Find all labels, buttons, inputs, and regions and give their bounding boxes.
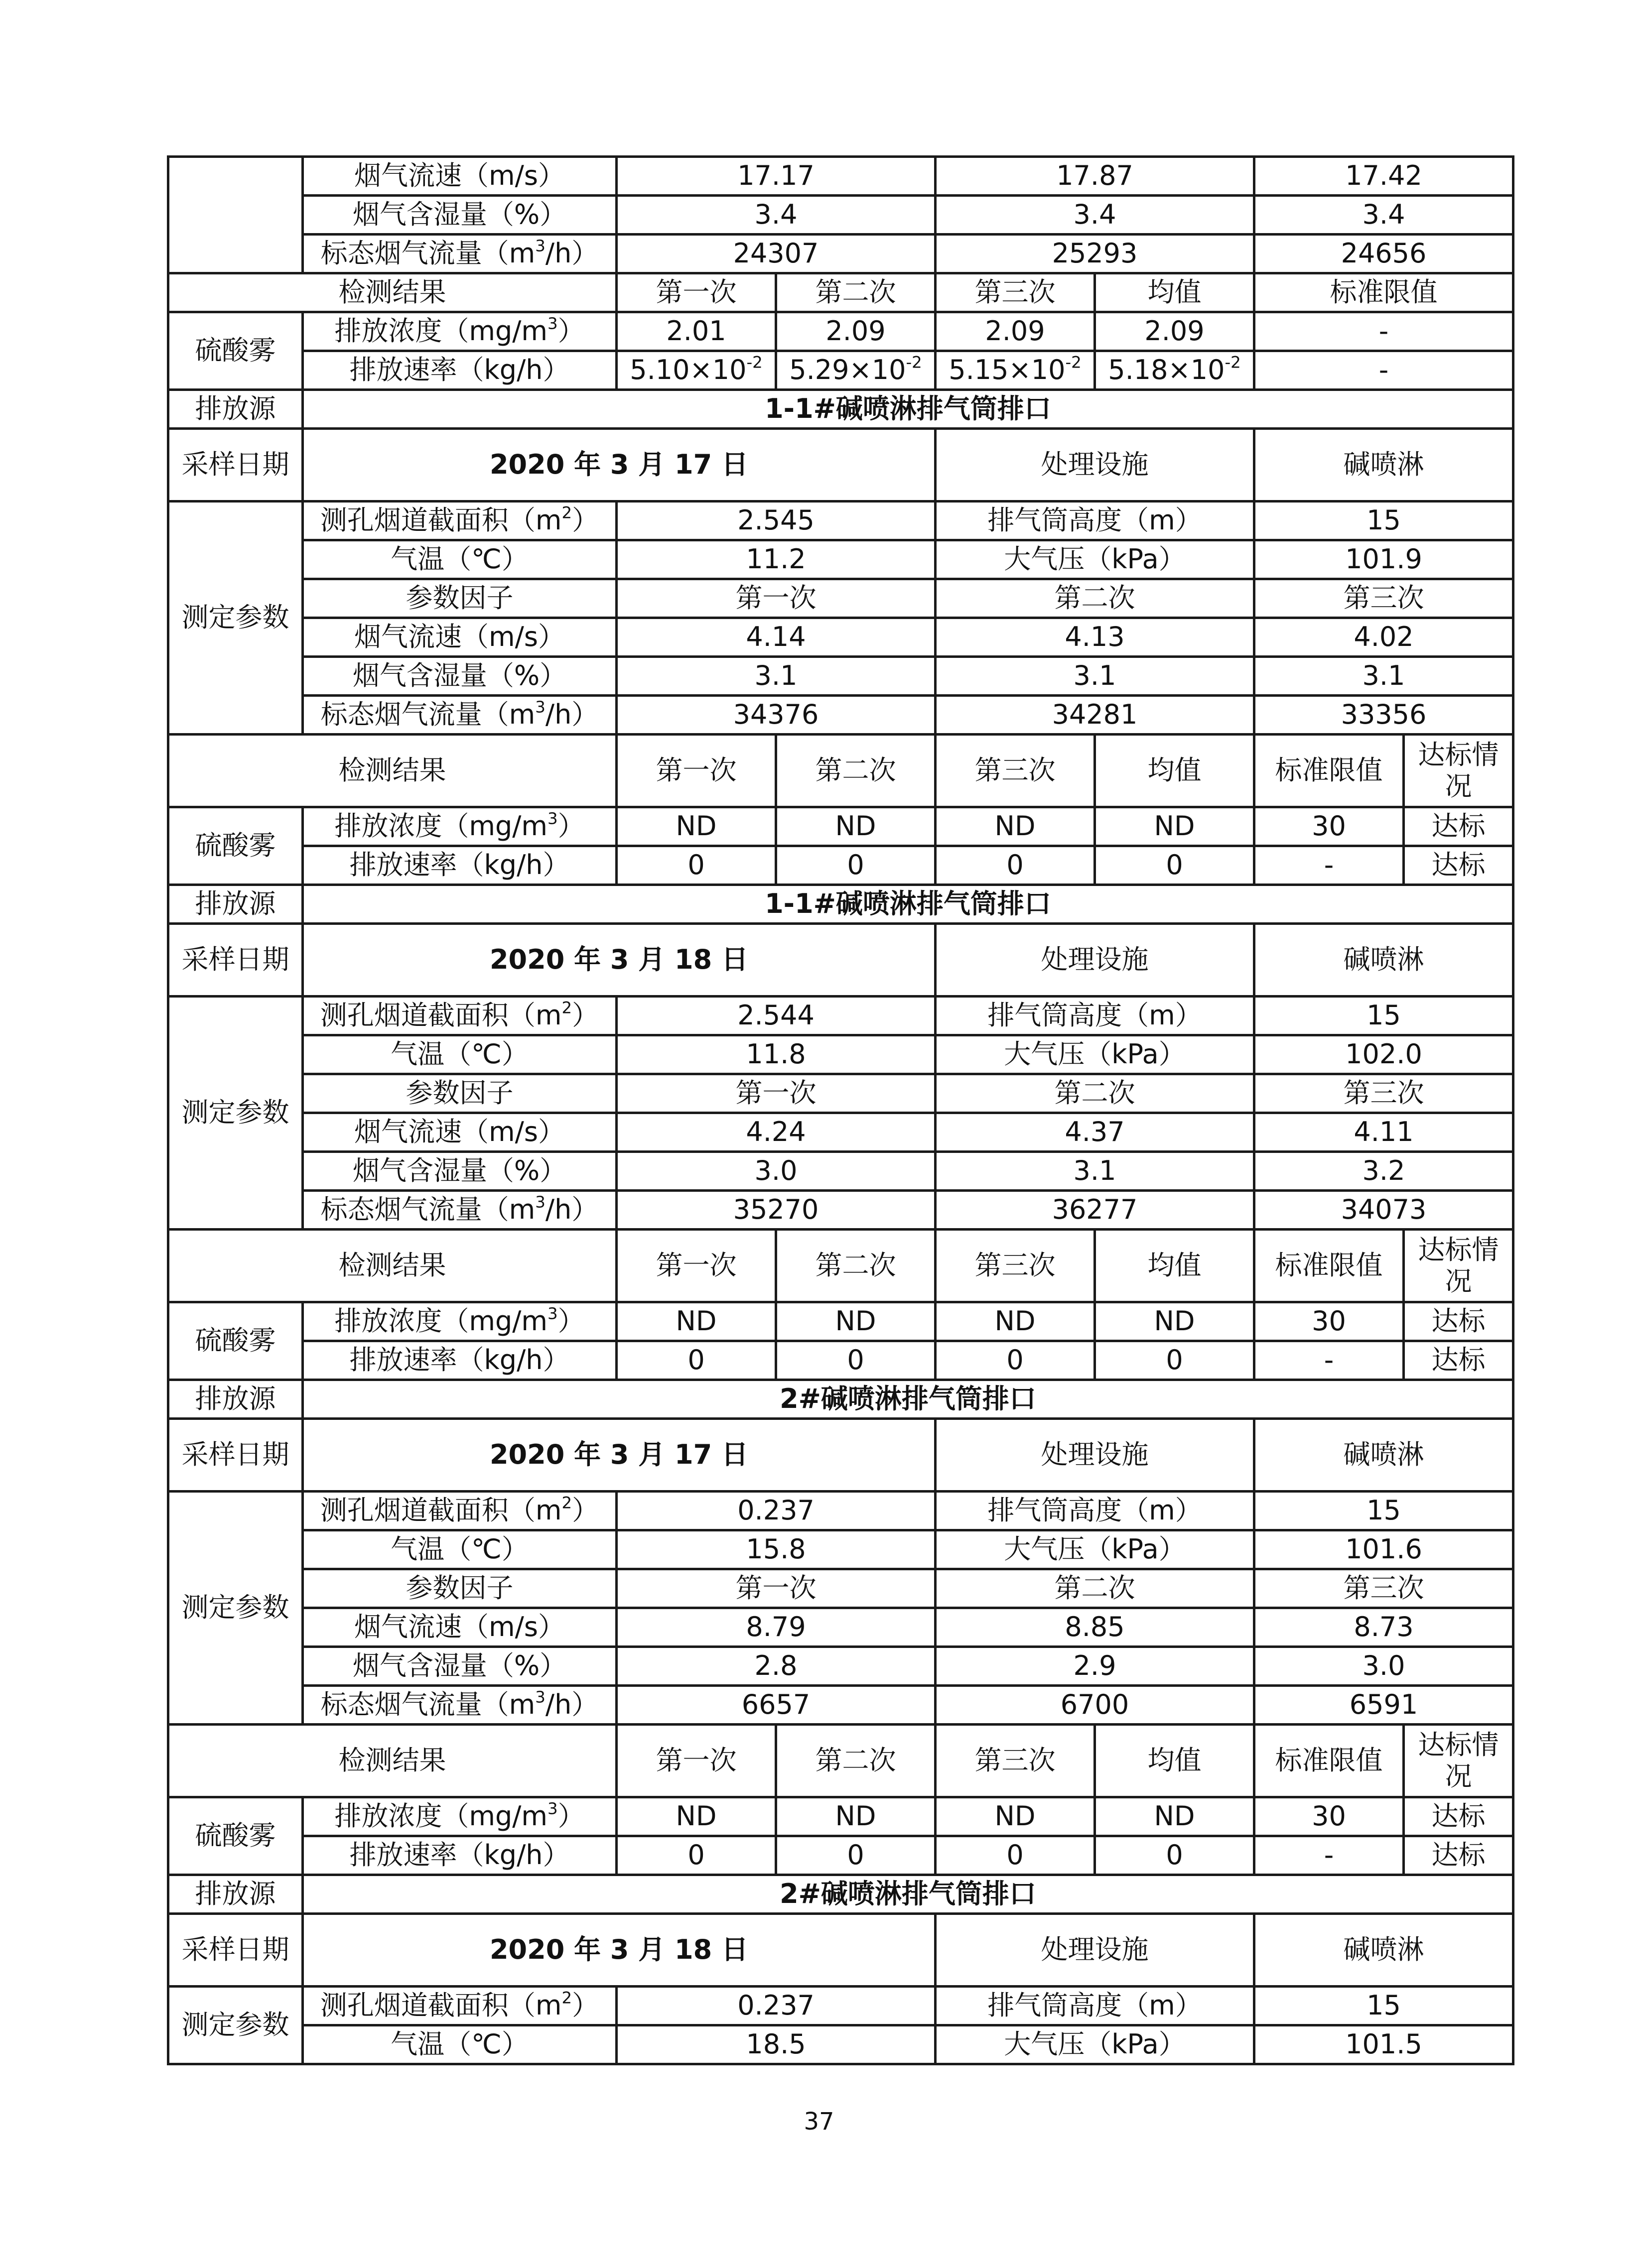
table-cell: 达标 xyxy=(1404,846,1513,885)
table-cell: 17.17 xyxy=(617,157,936,196)
table-cell: 均值 xyxy=(1095,1725,1254,1797)
table-cell: 34073 xyxy=(1254,1191,1513,1230)
text-part: /h） xyxy=(545,238,599,269)
table-cell: 0 xyxy=(776,1836,936,1875)
table-cell: 3.4 xyxy=(617,196,936,235)
table-row xyxy=(168,1341,1513,1380)
table-cell: 处理设施 xyxy=(936,429,1254,502)
text-part: ） xyxy=(572,1990,599,2021)
source-value: 1-1#碱喷淋排气筒排口 xyxy=(303,885,1513,924)
text-part: ） xyxy=(572,504,599,536)
superscript: 3 xyxy=(547,1304,558,1323)
date-label: 采样日期 xyxy=(168,1914,303,1987)
table-cell: 6657 xyxy=(617,1686,936,1725)
table-cell: 4.11 xyxy=(1254,1113,1513,1152)
table-cell: ND xyxy=(776,1797,936,1836)
table-row xyxy=(168,618,1513,657)
table-cell: 0 xyxy=(617,1836,776,1875)
table-cell: 33356 xyxy=(1254,696,1513,735)
table-cell: 4.37 xyxy=(936,1113,1254,1152)
table-row xyxy=(168,502,1513,540)
param-label xyxy=(303,1191,617,1230)
table-row xyxy=(168,1836,1513,1875)
table-cell: 15 xyxy=(1254,1492,1513,1530)
superscript: 2 xyxy=(561,998,572,1017)
text-part: 排放浓度（mg/m xyxy=(334,1800,548,1832)
table-cell: 0 xyxy=(1095,1341,1254,1380)
table-cell: 2.09 xyxy=(1095,312,1254,351)
table-cell: 碱喷淋 xyxy=(1254,1419,1513,1492)
table-cell: 第三次 xyxy=(936,1725,1095,1797)
table-cell: 8.73 xyxy=(1254,1608,1513,1647)
text-part: 测孔烟道截面积（m xyxy=(320,1495,562,1526)
table-cell: 0 xyxy=(617,1341,776,1380)
param-label: 参数因子 xyxy=(303,1569,617,1608)
text-part: ） xyxy=(557,810,585,842)
text-part: 排放浓度（mg/m xyxy=(334,810,548,842)
table-cell: ND xyxy=(776,1302,936,1341)
table-cell: 碱喷淋 xyxy=(1254,1914,1513,1987)
table-cell: ND xyxy=(936,807,1095,846)
param-label: 烟气流速（m/s） xyxy=(303,157,617,196)
table-cell: - xyxy=(1254,312,1513,351)
table-cell: 18.5 xyxy=(617,2025,936,2064)
table-cell: 101.5 xyxy=(1254,2025,1513,2064)
table-row xyxy=(168,1492,1513,1530)
param-label: 气温（℃） xyxy=(303,1530,617,1569)
page-number: 37 xyxy=(804,2108,834,2136)
param-label xyxy=(303,502,617,540)
table-cell: 36277 xyxy=(936,1191,1254,1230)
table-cell: 第二次 xyxy=(936,579,1254,618)
table-cell xyxy=(936,351,1095,390)
table-row xyxy=(168,1230,1513,1302)
date-value: 2020 年 3 月 18 日 xyxy=(303,924,936,997)
table-row xyxy=(168,846,1513,885)
text-part: 5.15×10 xyxy=(949,354,1066,386)
table-cell: 第一次 xyxy=(617,273,776,312)
superscript: -2 xyxy=(906,353,922,372)
param-label: 烟气流速（m/s） xyxy=(303,1608,617,1647)
table-cell: 大气压（kPa） xyxy=(936,540,1254,579)
table-cell: 3.0 xyxy=(617,1152,936,1191)
table-cell: 3.1 xyxy=(936,657,1254,696)
table-cell: 0.237 xyxy=(617,1987,936,2025)
text-part: /h） xyxy=(545,1689,599,1721)
compliance-header: 达标情况 xyxy=(1404,1230,1513,1302)
text-part: ） xyxy=(572,1495,599,1526)
table-cell: 0 xyxy=(776,1341,936,1380)
superscript: -2 xyxy=(1065,353,1082,372)
source-value: 1-1#碱喷淋排气筒排口 xyxy=(303,390,1513,429)
table-cell: 2.545 xyxy=(617,502,936,540)
table-cell: ND xyxy=(617,807,776,846)
table-row xyxy=(168,696,1513,735)
param-label xyxy=(303,1987,617,2025)
table-cell: ND xyxy=(617,1302,776,1341)
table-cell: 排气筒高度（m） xyxy=(936,1987,1254,2025)
param-label: 烟气含湿量（%） xyxy=(303,196,617,235)
table-cell: - xyxy=(1254,351,1513,390)
table-row xyxy=(168,657,1513,696)
table-cell: 2.9 xyxy=(936,1647,1254,1686)
table-cell: 标准限值 xyxy=(1254,735,1404,807)
table-cell: 第二次 xyxy=(936,1569,1254,1608)
param-label: 排放速率（kg/h） xyxy=(303,351,617,390)
table-cell: ND xyxy=(617,1797,776,1836)
table-cell: 34376 xyxy=(617,696,936,735)
source-label: 排放源 xyxy=(168,885,303,924)
table-cell: 15 xyxy=(1254,502,1513,540)
superscript: 3 xyxy=(547,809,558,828)
table-cell: 0 xyxy=(936,1836,1095,1875)
blank-cell xyxy=(168,157,303,273)
table-row xyxy=(168,1035,1513,1074)
param-label: 排放速率（kg/h） xyxy=(303,846,617,885)
table-row xyxy=(168,885,1513,924)
table-cell: 2.09 xyxy=(776,312,936,351)
table-cell: 101.9 xyxy=(1254,540,1513,579)
source-value: 2#碱喷淋排气筒排口 xyxy=(303,1380,1513,1419)
table-row xyxy=(168,351,1513,390)
result-header: 检测结果 xyxy=(168,1230,617,1302)
table-cell: 第三次 xyxy=(936,273,1095,312)
table-cell: 101.6 xyxy=(1254,1530,1513,1569)
table-cell: 3.1 xyxy=(936,1152,1254,1191)
table-row xyxy=(168,390,1513,429)
table-row xyxy=(168,540,1513,579)
table-row xyxy=(168,579,1513,618)
date-value: 2020 年 3 月 17 日 xyxy=(303,1419,936,1492)
table-cell: 排气筒高度（m） xyxy=(936,997,1254,1035)
table-cell: 第一次 xyxy=(617,1569,936,1608)
table-cell: 处理设施 xyxy=(936,1419,1254,1492)
pollutant-label: 硫酸雾 xyxy=(168,807,303,885)
table-cell: - xyxy=(1254,1341,1404,1380)
table-cell: 3.1 xyxy=(1254,657,1513,696)
table-cell: 第二次 xyxy=(776,1230,936,1302)
table-row xyxy=(168,1419,1513,1492)
param-label: 参数因子 xyxy=(303,579,617,618)
table-row xyxy=(168,1191,1513,1230)
date-label: 采样日期 xyxy=(168,924,303,997)
table-cell: 30 xyxy=(1254,1797,1404,1836)
superscript: 2 xyxy=(561,1493,572,1512)
table-cell: 碱喷淋 xyxy=(1254,429,1513,502)
table-cell: ND xyxy=(936,1302,1095,1341)
param-label: 气温（℃） xyxy=(303,540,617,579)
pollutant-label: 硫酸雾 xyxy=(168,1302,303,1380)
table-cell: 第三次 xyxy=(936,735,1095,807)
table-cell: 第一次 xyxy=(617,735,776,807)
table-cell: ND xyxy=(1095,1797,1254,1836)
table-row xyxy=(168,924,1513,997)
param-label: 参数因子 xyxy=(303,1074,617,1113)
table-body xyxy=(168,157,1513,2064)
params-label: 测定参数 xyxy=(168,997,303,1230)
table-cell: 0 xyxy=(1095,1836,1254,1875)
table-cell: 均值 xyxy=(1095,273,1254,312)
text-part: /h） xyxy=(545,699,599,731)
params-label: 测定参数 xyxy=(168,1492,303,1725)
source-label: 排放源 xyxy=(168,1380,303,1419)
table-row xyxy=(168,1797,1513,1836)
table-row xyxy=(168,235,1513,273)
text-part: 排放浓度（mg/m xyxy=(334,315,548,347)
table-cell: 大气压（kPa） xyxy=(936,2025,1254,2064)
source-value: 2#碱喷淋排气筒排口 xyxy=(303,1875,1513,1914)
text-part: 标态烟气流量（m xyxy=(320,1689,536,1721)
table-cell: 排气筒高度（m） xyxy=(936,1492,1254,1530)
table-row xyxy=(168,429,1513,502)
table-row xyxy=(168,1569,1513,1608)
table-cell: 2.8 xyxy=(617,1647,936,1686)
param-label xyxy=(303,1686,617,1725)
table-cell: 大气压（kPa） xyxy=(936,1530,1254,1569)
table-cell: 第二次 xyxy=(776,735,936,807)
table-cell: 第三次 xyxy=(936,1230,1095,1302)
table-cell: 8.85 xyxy=(936,1608,1254,1647)
table-row xyxy=(168,1725,1513,1797)
param-label xyxy=(303,807,617,846)
table-cell: 11.2 xyxy=(617,540,936,579)
table-cell: 0 xyxy=(776,846,936,885)
table-row xyxy=(168,157,1513,196)
table-cell: 4.14 xyxy=(617,618,936,657)
text-part: ） xyxy=(572,1000,599,1031)
table-cell: 11.8 xyxy=(617,1035,936,1074)
param-label: 气温（℃） xyxy=(303,2025,617,2064)
table-cell: 6591 xyxy=(1254,1686,1513,1725)
table-cell: ND xyxy=(936,1797,1095,1836)
table-cell: 标准限值 xyxy=(1254,273,1513,312)
text-part: 标态烟气流量（m xyxy=(320,699,536,731)
date-label: 采样日期 xyxy=(168,429,303,502)
table-cell: 第二次 xyxy=(936,1074,1254,1113)
table-cell: 8.79 xyxy=(617,1608,936,1647)
table-cell: 6700 xyxy=(936,1686,1254,1725)
table-row xyxy=(168,196,1513,235)
table-cell: 15.8 xyxy=(617,1530,936,1569)
table-row xyxy=(168,1152,1513,1191)
param-label: 排放速率（kg/h） xyxy=(303,1341,617,1380)
result-header: 检测结果 xyxy=(168,1725,617,1797)
table-row xyxy=(168,997,1513,1035)
table-cell: 4.13 xyxy=(936,618,1254,657)
param-label xyxy=(303,1797,617,1836)
param-label xyxy=(303,312,617,351)
param-label xyxy=(303,997,617,1035)
table-row xyxy=(168,1074,1513,1113)
table-cell: - xyxy=(1254,846,1404,885)
table-cell: 达标 xyxy=(1404,1341,1513,1380)
table-row xyxy=(168,2025,1513,2064)
table-row xyxy=(168,1987,1513,2025)
table-cell: 排气筒高度（m） xyxy=(936,502,1254,540)
table-row xyxy=(168,807,1513,846)
table-cell: 达标 xyxy=(1404,807,1513,846)
date-value: 2020 年 3 月 18 日 xyxy=(303,1914,936,1987)
superscript: 3 xyxy=(547,314,558,333)
table-cell: 24656 xyxy=(1254,235,1513,273)
table-cell xyxy=(1095,351,1254,390)
superscript: -2 xyxy=(746,353,763,372)
param-label xyxy=(303,1492,617,1530)
table-cell: 均值 xyxy=(1095,735,1254,807)
table-row xyxy=(168,1647,1513,1686)
table-cell: 第一次 xyxy=(617,579,936,618)
superscript: 3 xyxy=(547,1799,558,1818)
source-label: 排放源 xyxy=(168,1875,303,1914)
table-cell: 102.0 xyxy=(1254,1035,1513,1074)
compliance-header: 达标情况 xyxy=(1404,1725,1513,1797)
table-cell: 第一次 xyxy=(617,1230,776,1302)
result-header: 检测结果 xyxy=(168,273,617,312)
table-cell: 4.24 xyxy=(617,1113,936,1152)
table-cell: 0 xyxy=(936,1341,1095,1380)
text-part: 5.10×10 xyxy=(630,354,747,386)
monitoring-table xyxy=(167,155,1514,2065)
table-row xyxy=(168,1914,1513,1987)
table-cell: 17.42 xyxy=(1254,157,1513,196)
table-row xyxy=(168,1380,1513,1419)
param-label: 气温（℃） xyxy=(303,1035,617,1074)
table-cell: 达标 xyxy=(1404,1836,1513,1875)
table-cell: 处理设施 xyxy=(936,1914,1254,1987)
params-label: 测定参数 xyxy=(168,1987,303,2064)
compliance-header: 达标情况 xyxy=(1404,735,1513,807)
param-label: 排放速率（kg/h） xyxy=(303,1836,617,1875)
table-cell: 3.2 xyxy=(1254,1152,1513,1191)
table-cell: 24307 xyxy=(617,235,936,273)
param-label: 烟气流速（m/s） xyxy=(303,618,617,657)
table-cell: 大气压（kPa） xyxy=(936,1035,1254,1074)
table-row xyxy=(168,1113,1513,1152)
table-cell: 第三次 xyxy=(1254,1074,1513,1113)
table-cell: 第二次 xyxy=(776,273,936,312)
table-cell: 2.544 xyxy=(617,997,936,1035)
text-part: 测孔烟道截面积（m xyxy=(320,1990,562,2021)
superscript: 3 xyxy=(535,697,546,717)
text-part: 测孔烟道截面积（m xyxy=(320,1000,562,1031)
param-label xyxy=(303,696,617,735)
superscript: 3 xyxy=(535,1192,546,1212)
table-cell: 2.09 xyxy=(936,312,1095,351)
table-cell: 第三次 xyxy=(1254,1569,1513,1608)
date-value: 2020 年 3 月 17 日 xyxy=(303,429,936,502)
text-part: /h） xyxy=(545,1194,599,1226)
table-cell: 3.4 xyxy=(1254,196,1513,235)
result-header: 检测结果 xyxy=(168,735,617,807)
table-cell: 30 xyxy=(1254,807,1404,846)
table-row xyxy=(168,1530,1513,1569)
superscript: 2 xyxy=(561,1988,572,2008)
table-cell: 达标 xyxy=(1404,1797,1513,1836)
param-label: 烟气含湿量（%） xyxy=(303,1647,617,1686)
table-cell: ND xyxy=(776,807,936,846)
text-part: 排放浓度（mg/m xyxy=(334,1305,548,1337)
table-cell: 34281 xyxy=(936,696,1254,735)
table-cell: 25293 xyxy=(936,235,1254,273)
text-part: ） xyxy=(557,315,585,347)
table-cell: 碱喷淋 xyxy=(1254,924,1513,997)
param-label: 烟气含湿量（%） xyxy=(303,1152,617,1191)
table-row xyxy=(168,312,1513,351)
table-cell: 15 xyxy=(1254,997,1513,1035)
param-label: 烟气流速（m/s） xyxy=(303,1113,617,1152)
table-cell: 30 xyxy=(1254,1302,1404,1341)
superscript: 2 xyxy=(561,503,572,522)
table-cell: ND xyxy=(1095,1302,1254,1341)
table-cell: 第一次 xyxy=(617,1725,776,1797)
text-part: ） xyxy=(557,1800,585,1832)
table-row xyxy=(168,1302,1513,1341)
table-cell: 4.02 xyxy=(1254,618,1513,657)
table-cell: 均值 xyxy=(1095,1230,1254,1302)
source-label: 排放源 xyxy=(168,390,303,429)
pollutant-label: 硫酸雾 xyxy=(168,312,303,390)
superscript: 3 xyxy=(535,1687,546,1707)
superscript: 3 xyxy=(535,236,546,255)
superscript: -2 xyxy=(1225,353,1241,372)
table-cell xyxy=(776,351,936,390)
table-cell: 3.4 xyxy=(936,196,1254,235)
param-label: 烟气含湿量（%） xyxy=(303,657,617,696)
table-cell: 处理设施 xyxy=(936,924,1254,997)
text-part: 标态烟气流量（m xyxy=(320,1194,536,1226)
text-part: 测孔烟道截面积（m xyxy=(320,504,562,536)
text-part: 5.29×10 xyxy=(789,354,906,386)
table-cell: 35270 xyxy=(617,1191,936,1230)
table-cell: 第三次 xyxy=(1254,579,1513,618)
table-cell: 第二次 xyxy=(776,1725,936,1797)
table-cell: ND xyxy=(1095,807,1254,846)
table-cell: 17.87 xyxy=(936,157,1254,196)
table-row xyxy=(168,1686,1513,1725)
table-cell: 达标 xyxy=(1404,1302,1513,1341)
text-part: ） xyxy=(557,1305,585,1337)
table-cell: 0 xyxy=(617,846,776,885)
table-cell xyxy=(617,351,776,390)
table-cell: 3.0 xyxy=(1254,1647,1513,1686)
table-cell: - xyxy=(1254,1836,1404,1875)
table-cell: 0 xyxy=(1095,846,1254,885)
table-row xyxy=(168,735,1513,807)
text-part: 标态烟气流量（m xyxy=(320,238,536,269)
param-label xyxy=(303,1302,617,1341)
table-cell: 3.1 xyxy=(617,657,936,696)
table-cell: 标准限值 xyxy=(1254,1230,1404,1302)
pollutant-label: 硫酸雾 xyxy=(168,1797,303,1875)
table-cell: 2.01 xyxy=(617,312,776,351)
table-cell: 0.237 xyxy=(617,1492,936,1530)
param-label xyxy=(303,235,617,273)
text-part: 5.18×10 xyxy=(1108,354,1225,386)
table-cell: 标准限值 xyxy=(1254,1725,1404,1797)
table-cell: 第一次 xyxy=(617,1074,936,1113)
date-label: 采样日期 xyxy=(168,1419,303,1492)
table-row xyxy=(168,273,1513,312)
table-row xyxy=(168,1608,1513,1647)
table-row xyxy=(168,1875,1513,1914)
table-cell: 15 xyxy=(1254,1987,1513,2025)
params-label: 测定参数 xyxy=(168,502,303,735)
table-cell: 0 xyxy=(936,846,1095,885)
